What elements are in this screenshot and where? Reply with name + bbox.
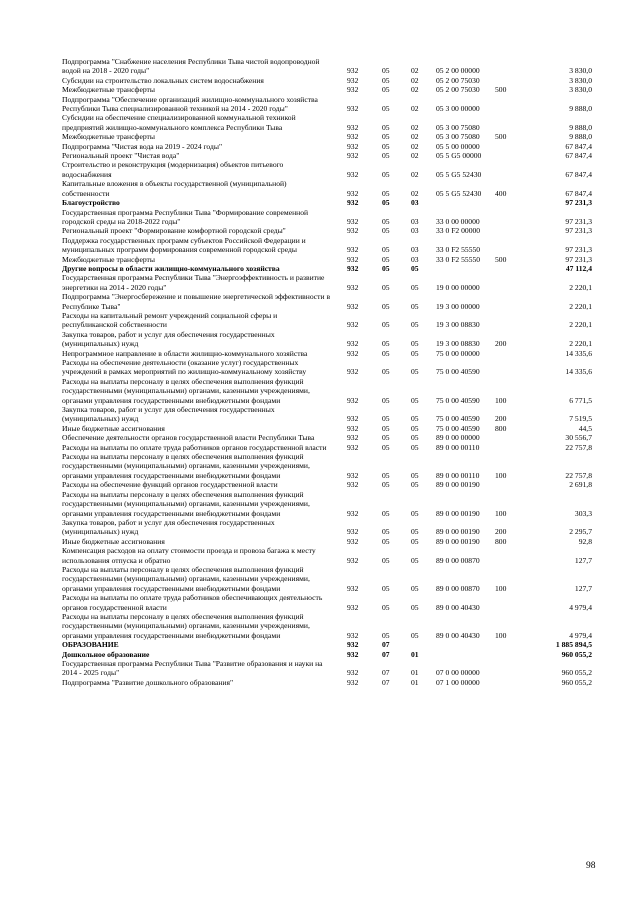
row-name-cell: Субсидии на обеспечение специализированной коммунальной техникой предприятий жилищно-коммунального комплекса Республики Тыва	[62, 113, 296, 132]
expense-type-cell: 100	[495, 583, 507, 593]
target-article-cell: 75 0 00 00000	[436, 348, 480, 358]
dept-code-cell: 932	[347, 395, 359, 405]
dept-code-cell: 932	[347, 668, 359, 678]
amount-cell: 4 979,4	[569, 630, 592, 640]
dept-code-cell: 932	[347, 141, 359, 151]
dept-code-cell: 932	[347, 301, 359, 311]
section-code-cell: 05	[382, 583, 390, 593]
table-row	[62, 113, 592, 132]
row-name-cell: Расходы на выплаты персоналу в целях обеспечения выполнения функций государственными (муниципальными) органами, казенными учреждениями, органами управления государственными внебюджетными фондами	[62, 452, 310, 480]
section-code-cell: 07	[382, 677, 390, 687]
table-row	[62, 546, 592, 565]
target-article-cell: 75 0 00 40590	[436, 367, 480, 377]
amount-cell: 9 888,0	[569, 104, 592, 114]
section-code-cell: 05	[382, 301, 390, 311]
subsection-code-cell: 05	[411, 442, 419, 452]
amount-cell: 303,3	[574, 508, 592, 518]
amount-cell: 9 888,0	[569, 122, 592, 132]
dept-code-cell: 932	[347, 122, 359, 132]
subsection-code-cell: 02	[411, 169, 419, 179]
dept-code-cell: 932	[347, 414, 359, 424]
amount-cell: 97 231,3	[565, 216, 592, 226]
target-article-cell: 05 3 00 00000	[436, 104, 480, 114]
dept-code-cell: 932	[347, 442, 359, 452]
row-name-cell: Расходы на выплаты персоналу в целях обеспечения выполнения функций государственными (муниципальными) органами, казенными учреждениями, органами управления государственными внебюджетными фондами	[62, 489, 310, 518]
table-row	[62, 490, 592, 518]
table-row	[62, 358, 592, 377]
section-code-cell: 05	[382, 226, 390, 236]
table-row	[62, 565, 592, 593]
table-row	[62, 264, 592, 273]
target-article-cell: 89 0 00 00870	[436, 583, 480, 593]
section-code-cell: 05	[382, 470, 390, 480]
expense-type-cell: 100	[495, 470, 507, 480]
table-row	[62, 198, 592, 207]
amount-cell: 14 335,6	[565, 348, 592, 358]
target-article-cell: 05 5 00 00000	[436, 141, 480, 151]
table-row	[62, 57, 592, 76]
table-row	[62, 179, 592, 198]
row-name-cell: Благоустройство	[62, 198, 120, 208]
dept-code-cell: 932	[347, 508, 359, 518]
dept-code-cell: 932	[347, 630, 359, 640]
row-name-cell: Расходы на обеспечение деятельности (оказание услуг) государственных учреждений в рамках мероприятий по жилищно-коммунальному хозяйству	[62, 358, 307, 377]
dept-code-cell: 932	[347, 216, 359, 226]
subsection-code-cell: 02	[411, 122, 419, 132]
amount-cell: 127,7	[574, 583, 592, 593]
target-article-cell: 05 5 G5 52430	[436, 188, 482, 198]
row-name-cell: Компенсация расходов на оплату стоимости проезда и провоза багажа к месту использования отпуска и обратно	[62, 546, 316, 565]
subsection-code-cell: 05	[411, 423, 419, 433]
amount-cell: 1 885 894,5	[555, 640, 592, 650]
row-name-cell: Непрограммное направление в области жилищно-коммунального хозяйства	[62, 348, 308, 358]
target-article-cell: 05 5 G5 52430	[436, 169, 482, 179]
section-code-cell: 05	[382, 536, 390, 546]
subsection-code-cell: 03	[411, 245, 419, 255]
table-row	[62, 537, 592, 546]
row-name-cell: Подпрограмма "Чистая вода на 2019 - 2024 годы"	[62, 141, 223, 151]
table-row	[62, 132, 592, 141]
section-code-cell: 05	[382, 480, 390, 490]
target-article-cell: 75 0 00 40590	[436, 395, 480, 405]
dept-code-cell: 932	[347, 151, 359, 161]
table-row	[62, 405, 592, 424]
subsection-code-cell: 02	[411, 75, 419, 85]
row-name-cell: ОБРАЗОВАНИЕ	[62, 640, 119, 650]
amount-cell: 97 231,3	[565, 245, 592, 255]
subsection-code-cell: 05	[411, 320, 419, 330]
row-name-cell: Иные бюджетные ассигнования	[62, 536, 165, 546]
amount-cell: 127,7	[574, 555, 592, 565]
target-article-cell: 07 0 00 00000	[436, 668, 480, 678]
expense-type-cell: 500	[495, 254, 507, 264]
target-article-cell: 89 0 00 00190	[436, 527, 480, 537]
section-code-cell: 05	[382, 423, 390, 433]
subsection-code-cell: 05	[411, 508, 419, 518]
section-code-cell: 05	[382, 602, 390, 612]
dept-code-cell: 932	[347, 423, 359, 433]
dept-code-cell: 932	[347, 583, 359, 593]
dept-code-cell: 932	[347, 649, 359, 659]
subsection-code-cell: 01	[411, 677, 419, 687]
expense-type-cell: 500	[495, 132, 507, 142]
amount-cell: 9 888,0	[569, 132, 592, 142]
target-article-cell: 75 0 00 40590	[436, 423, 480, 433]
table-row	[62, 85, 592, 94]
page-number: 98	[586, 861, 596, 871]
section-code-cell: 05	[382, 339, 390, 349]
dept-code-cell: 932	[347, 367, 359, 377]
expense-type-cell: 200	[495, 527, 507, 537]
section-code-cell: 05	[382, 216, 390, 226]
dept-code-cell: 932	[347, 263, 359, 273]
subsection-code-cell: 03	[411, 198, 419, 208]
target-article-cell: 05 2 00 75030	[436, 75, 480, 85]
row-name-cell: Расходы на выплаты персоналу в целях обеспечения выполнения функций государственными (муниципальными) органами, казенными учреждениями, органами управления государственными внебюджетными фондами	[62, 564, 310, 593]
subsection-code-cell: 05	[411, 339, 419, 349]
section-code-cell: 05	[382, 282, 390, 292]
amount-cell: 960 055,2	[561, 668, 592, 678]
section-code-cell: 07	[382, 668, 390, 678]
subsection-code-cell: 03	[411, 226, 419, 236]
table-row	[62, 292, 592, 311]
row-name-cell: Расходы на выплаты по оплате труда работников органов государственной власти	[62, 442, 327, 452]
table-row	[62, 236, 592, 255]
amount-cell: 47 112,4	[565, 263, 592, 273]
table-row	[62, 255, 592, 264]
expense-type-cell: 100	[495, 395, 507, 405]
budget-table	[62, 57, 592, 687]
section-code-cell: 05	[382, 508, 390, 518]
row-name-cell: Дошкольное образование	[62, 649, 150, 659]
row-name-cell: Подпрограмма "Энергосбережение и повышение энергетической эффективности в Республике Тыва"	[62, 292, 331, 311]
section-code-cell: 05	[382, 245, 390, 255]
dept-code-cell: 932	[347, 282, 359, 292]
row-name-cell: Расходы на обеспечение функций органов государственной власти	[62, 480, 278, 490]
amount-cell: 2 691,8	[569, 480, 592, 490]
target-article-cell: 05 2 00 00000	[436, 66, 480, 76]
row-name-cell: Расходы на выплаты персоналу в целях обеспечения выполнения функций государственными (муниципальными) органами, казенными учреждениями, органами управления государственными внебюджетными фондами	[62, 611, 310, 640]
target-article-cell: 05 2 00 75030	[436, 85, 480, 95]
row-name-cell: Межбюджетные трансферты	[62, 85, 155, 95]
table-row	[62, 95, 592, 114]
section-code-cell: 05	[382, 442, 390, 452]
target-article-cell: 89 0 00 40430	[436, 602, 480, 612]
target-article-cell: 89 0 00 40430	[436, 630, 480, 640]
dept-code-cell: 932	[347, 169, 359, 179]
amount-cell: 22 757,8	[565, 470, 592, 480]
amount-cell: 3 830,0	[569, 66, 592, 76]
table-row	[62, 480, 592, 489]
dept-code-cell: 932	[347, 66, 359, 76]
amount-cell: 67 847,4	[565, 169, 592, 179]
row-name-cell: Закупка товаров, работ и услуг для обеспечения государственных (муниципальных) нужд	[62, 405, 275, 424]
target-article-cell: 33 0 F2 55550	[436, 245, 481, 255]
row-name-cell: Капитальные вложения в объекты государственной (муниципальной) собственности	[62, 179, 287, 198]
section-code-cell: 05	[382, 433, 390, 443]
amount-cell: 67 847,4	[565, 141, 592, 151]
table-row	[62, 160, 592, 179]
section-code-cell: 05	[382, 66, 390, 76]
amount-cell: 2 220,1	[569, 320, 592, 330]
dept-code-cell: 932	[347, 85, 359, 95]
section-code-cell: 05	[382, 254, 390, 264]
amount-cell: 2 295,7	[569, 527, 592, 537]
table-row	[62, 226, 592, 235]
expense-type-cell: 100	[495, 630, 507, 640]
subsection-code-cell: 05	[411, 414, 419, 424]
table-row	[62, 433, 592, 442]
subsection-code-cell: 01	[411, 649, 419, 659]
subsection-code-cell: 05	[411, 301, 419, 311]
row-name-cell: Расходы на капитальный ремонт учреждений социальной сферы и республиканской собственности	[62, 310, 278, 330]
subsection-code-cell: 05	[411, 480, 419, 490]
table-row	[62, 142, 592, 151]
table-row	[62, 452, 592, 480]
dept-code-cell: 932	[347, 254, 359, 264]
section-code-cell: 05	[382, 414, 390, 424]
row-name-cell: Закупка товаров, работ и услуг для обеспечения государственных (муниципальных) нужд	[62, 517, 275, 537]
row-name-cell: Закупка товаров, работ и услуг для обеспечения государственных (муниципальных) нужд	[62, 329, 275, 349]
table-row	[62, 443, 592, 452]
target-article-cell: 89 0 00 00000	[436, 433, 480, 443]
table-row	[62, 659, 592, 678]
row-name-cell: Региональный проект "Формирование комфортной городской среды"	[62, 226, 286, 236]
amount-cell: 67 847,4	[565, 151, 592, 161]
subsection-code-cell: 02	[411, 104, 419, 114]
table-row	[62, 76, 592, 85]
section-code-cell: 05	[382, 169, 390, 179]
section-code-cell: 05	[382, 85, 390, 95]
expense-type-cell: 200	[495, 339, 507, 349]
amount-cell: 4 979,4	[569, 602, 592, 612]
section-code-cell: 05	[382, 104, 390, 114]
section-code-cell: 07	[382, 640, 390, 650]
amount-cell: 97 231,3	[565, 226, 592, 236]
dept-code-cell: 932	[347, 348, 359, 358]
table-row	[62, 377, 592, 405]
amount-cell: 97 231,3	[565, 254, 592, 264]
row-name-cell: Государственная программа Республики Тыва "Формирование современной городской среды на 2018-2022 годы"	[62, 207, 309, 226]
subsection-code-cell: 03	[411, 216, 419, 226]
expense-type-cell: 200	[495, 414, 507, 424]
row-name-cell: Субсидии на строительство локальных систем водоснабжения	[62, 75, 264, 85]
dept-code-cell: 932	[347, 470, 359, 480]
subsection-code-cell: 05	[411, 555, 419, 565]
amount-cell: 3 830,0	[569, 75, 592, 85]
table-row	[62, 349, 592, 358]
section-code-cell: 05	[382, 320, 390, 330]
amount-cell: 67 847,4	[565, 188, 592, 198]
dept-code-cell: 932	[347, 339, 359, 349]
target-article-cell: 33 0 F2 00000	[436, 226, 481, 236]
amount-cell: 6 771,5	[569, 395, 592, 405]
row-name-cell: Межбюджетные трансферты	[62, 132, 155, 142]
row-name-cell: Обеспечение деятельности органов государственной власти Республики Тыва	[62, 433, 315, 443]
section-code-cell: 05	[382, 555, 390, 565]
amount-cell: 960 055,2	[561, 677, 592, 687]
amount-cell: 92,8	[578, 536, 592, 546]
target-article-cell: 89 0 00 00110	[436, 470, 480, 480]
table-row	[62, 273, 592, 292]
amount-cell: 30 556,7	[565, 433, 592, 443]
section-code-cell: 05	[382, 348, 390, 358]
section-code-cell: 05	[382, 527, 390, 537]
subsection-code-cell: 05	[411, 367, 419, 377]
amount-cell: 3 830,0	[569, 85, 592, 95]
subsection-code-cell: 02	[411, 66, 419, 76]
amount-cell: 44,5	[578, 423, 592, 433]
dept-code-cell: 932	[347, 75, 359, 85]
dept-code-cell: 932	[347, 245, 359, 255]
dept-code-cell: 932	[347, 480, 359, 490]
subsection-code-cell: 05	[411, 348, 419, 358]
section-code-cell: 05	[382, 188, 390, 198]
subsection-code-cell: 05	[411, 527, 419, 537]
target-article-cell: 33 0 F2 55550	[436, 254, 481, 264]
table-row	[62, 518, 592, 537]
section-code-cell: 05	[382, 151, 390, 161]
table-row	[62, 208, 592, 227]
expense-type-cell: 500	[495, 85, 507, 95]
target-article-cell: 19 3 00 08830	[436, 320, 480, 330]
target-article-cell: 75 0 00 40590	[436, 414, 480, 424]
table-row	[62, 151, 592, 160]
amount-cell: 7 519,5	[569, 414, 592, 424]
subsection-code-cell: 05	[411, 602, 419, 612]
subsection-code-cell: 05	[411, 433, 419, 443]
row-name-cell: Другие вопросы в области жилищно-коммунального хозяйства	[62, 263, 280, 273]
dept-code-cell: 932	[347, 527, 359, 537]
dept-code-cell: 932	[347, 677, 359, 687]
subsection-code-cell: 05	[411, 282, 419, 292]
table-row	[62, 612, 592, 640]
amount-cell: 97 231,3	[565, 198, 592, 208]
dept-code-cell: 932	[347, 536, 359, 546]
expense-type-cell: 800	[495, 536, 507, 546]
table-row	[62, 330, 592, 349]
row-name-cell: Подпрограмма "Развитие дошкольного образования"	[62, 677, 234, 687]
table-row	[62, 678, 592, 687]
section-code-cell: 05	[382, 75, 390, 85]
dept-code-cell: 932	[347, 602, 359, 612]
table-row	[62, 650, 592, 659]
subsection-code-cell: 02	[411, 132, 419, 142]
table-row	[62, 311, 592, 330]
amount-cell: 960 055,2	[561, 649, 592, 659]
target-article-cell: 05 3 00 75080	[436, 122, 480, 132]
section-code-cell: 05	[382, 141, 390, 151]
target-article-cell: 89 0 00 00110	[436, 442, 480, 452]
dept-code-cell: 932	[347, 555, 359, 565]
subsection-code-cell: 05	[411, 470, 419, 480]
dept-code-cell: 932	[347, 640, 359, 650]
target-article-cell: 89 0 00 00190	[436, 508, 480, 518]
expense-type-cell: 100	[495, 508, 507, 518]
section-code-cell: 05	[382, 122, 390, 132]
table-row	[62, 424, 592, 433]
amount-cell: 14 335,6	[565, 367, 592, 377]
row-name-cell: Государственная программа Республики Тыва "Развитие образования и науки на 2014 - 2025 годы"	[62, 659, 323, 678]
dept-code-cell: 932	[347, 198, 359, 208]
subsection-code-cell: 02	[411, 85, 419, 95]
section-code-cell: 05	[382, 132, 390, 142]
dept-code-cell: 932	[347, 320, 359, 330]
subsection-code-cell: 05	[411, 263, 419, 273]
subsection-code-cell: 05	[411, 395, 419, 405]
row-name-cell: Подпрограмма "Снабжение населения Республики Тыва чистой водопроводной водой на 2018 - 2020 годы"	[62, 57, 320, 76]
dept-code-cell: 932	[347, 226, 359, 236]
target-article-cell: 33 0 00 00000	[436, 216, 480, 226]
subsection-code-cell: 05	[411, 583, 419, 593]
subsection-code-cell: 02	[411, 141, 419, 151]
target-article-cell: 89 0 00 00870	[436, 555, 480, 565]
subsection-code-cell: 02	[411, 151, 419, 161]
row-name-cell: Расходы на выплаты персоналу в целях обеспечения выполнения функций государственными (муниципальными) органами, казенными учреждениями, органами управления государственными внебюджетными фондами	[62, 376, 310, 405]
section-code-cell: 05	[382, 263, 390, 273]
amount-cell: 22 757,8	[565, 442, 592, 452]
expense-type-cell: 800	[495, 423, 507, 433]
row-name-cell: Поддержка государственных программ субъектов Российской Федерации и муниципальных программ формирования современной городской среды	[62, 235, 306, 255]
row-name-cell: Подпрограмма "Обеспечение организаций жилищно-коммунального хозяйства Республики Тыва специализированной техникой на 2014 - 2020 годы"	[62, 94, 318, 114]
row-name-cell: Государственная программа Республики Тыва "Энергоэффективность и развитие энергетики на 2014 - 2020 годы"	[62, 273, 325, 292]
amount-cell: 2 220,1	[569, 282, 592, 292]
target-article-cell: 07 1 00 00000	[436, 677, 480, 687]
row-name-cell: Расходы на выплаты по оплате труда работников обеспечивающих деятельность органов государственной власти	[62, 593, 323, 612]
dept-code-cell: 932	[347, 188, 359, 198]
table-row	[62, 640, 592, 649]
section-code-cell: 05	[382, 198, 390, 208]
row-name-cell: Межбюджетные трансферты	[62, 254, 155, 264]
row-name-cell: Строительство и реконструкция (модернизация) объектов питьевого водоснабжения	[62, 160, 284, 179]
subsection-code-cell: 05	[411, 630, 419, 640]
section-code-cell: 05	[382, 630, 390, 640]
row-name-cell: Региональный проект "Чистая вода"	[62, 151, 180, 161]
subsection-code-cell: 05	[411, 536, 419, 546]
dept-code-cell: 932	[347, 132, 359, 142]
target-article-cell: 05 3 00 75080	[436, 132, 480, 142]
target-article-cell: 05 5 G5 00000	[436, 151, 482, 161]
expense-type-cell: 400	[495, 188, 507, 198]
section-code-cell: 05	[382, 395, 390, 405]
table-row	[62, 593, 592, 612]
amount-cell: 2 220,1	[569, 339, 592, 349]
section-code-cell: 07	[382, 649, 390, 659]
target-article-cell: 19 3 00 08830	[436, 339, 480, 349]
amount-cell: 2 220,1	[569, 301, 592, 311]
dept-code-cell: 932	[347, 433, 359, 443]
target-article-cell: 19 3 00 00000	[436, 301, 480, 311]
subsection-code-cell: 02	[411, 188, 419, 198]
subsection-code-cell: 01	[411, 668, 419, 678]
target-article-cell: 19 0 00 00000	[436, 282, 480, 292]
target-article-cell: 89 0 00 00190	[436, 480, 480, 490]
row-name-cell: Иные бюджетные ассигнования	[62, 423, 165, 433]
section-code-cell: 05	[382, 367, 390, 377]
dept-code-cell: 932	[347, 104, 359, 114]
subsection-code-cell: 03	[411, 254, 419, 264]
target-article-cell: 89 0 00 00190	[436, 536, 480, 546]
